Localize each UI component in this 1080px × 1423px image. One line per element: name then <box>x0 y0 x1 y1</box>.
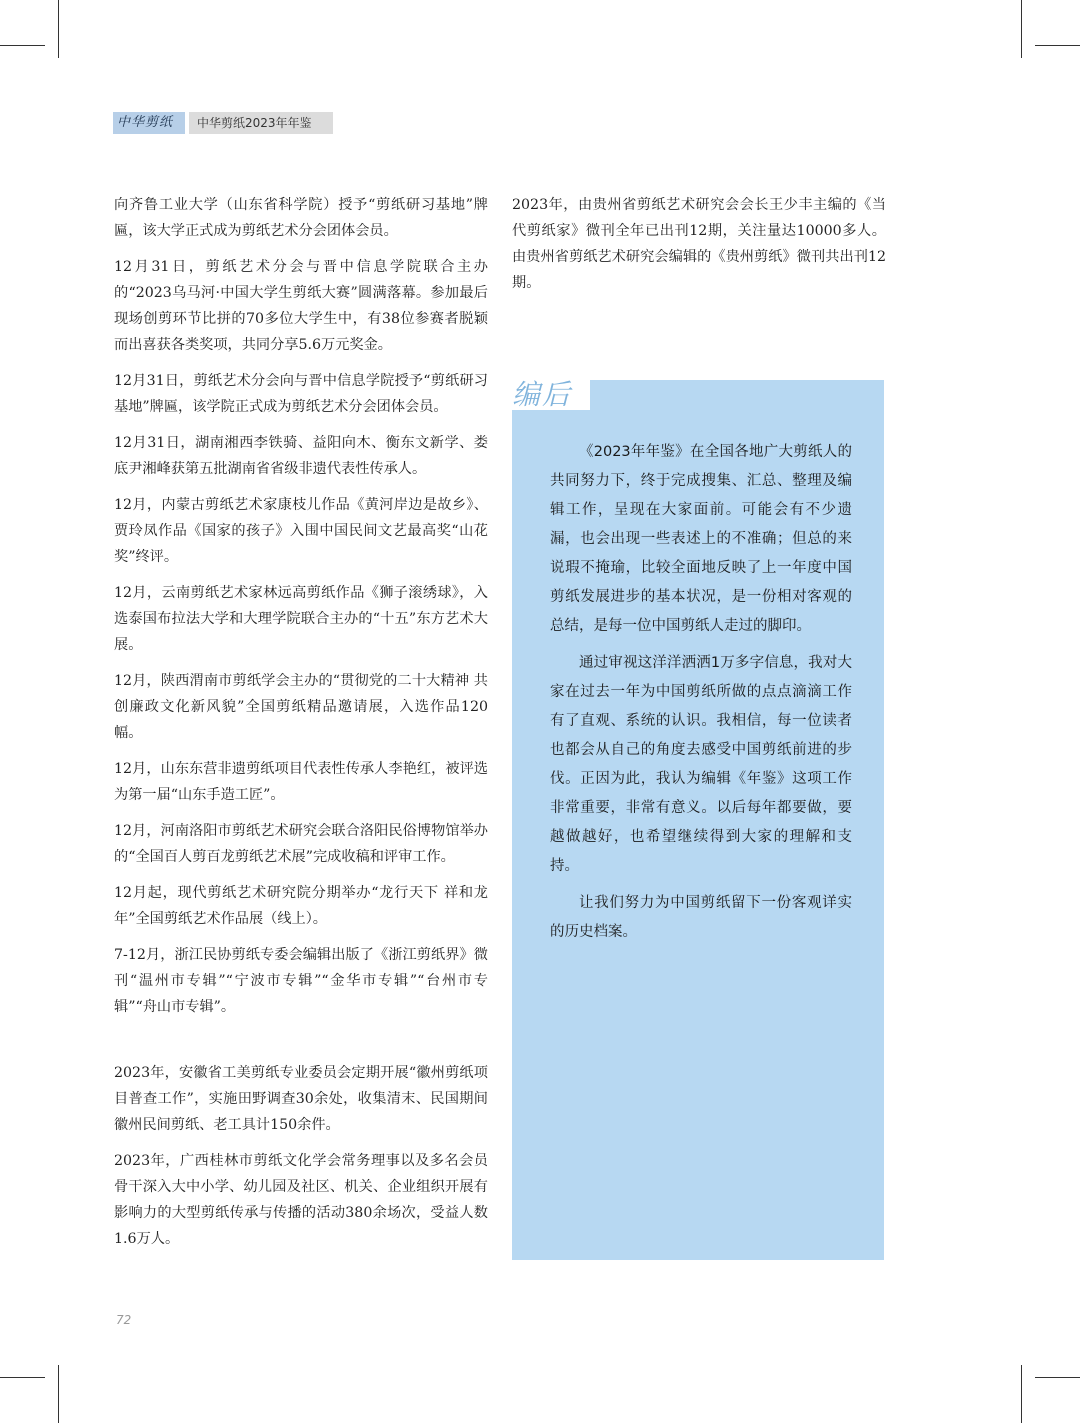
crop-mark <box>58 1365 59 1423</box>
afterword-paragraph: 通过审视这洋洋洒洒1万多字信息，我对大家在过去一年为中国剪纸所做的点点滴滴工作有了直观、系统的认识。我相信，每一位读者也都会从自己的角度去感受中国剪纸前进的步伐。正因为此，我认为编辑《年鉴》这项工作非常重要，非常有意义。以后每年都要做，要越做越好，也希望继续得到大家的理解和支持。 <box>550 655 852 874</box>
afterword-paragraph: 《2023年年鉴》在全国各地广大剪纸人的共同努力下，终于完成搜集、汇总、整理及编辑工作，呈现在大家面前。可能会有不少遗漏，也会出现一些表述上的不准确；但总的来说瑕不掩瑜，比较全面地反映了上一年度中国剪纸发展进步的基本状况，是一份相对客观的总结，是每一位中国剪纸人走过的脚印。 <box>550 444 852 634</box>
paragraph: 12月，陕西渭南市剪纸学会主办的“贯彻党的二十大精神 共创廉政文化新风貌”全国剪纸精品邀请展，入选作品120幅。 <box>114 673 488 741</box>
afterword-body <box>550 438 852 955</box>
header-title: 中华剪纸2023年年鉴 <box>189 112 333 134</box>
paragraph: 12月，河南洛阳市剪纸艺术研究会联合洛阳民俗博物馆举办的“全国百人剪百龙剪纸艺术展”完成收稿和评审工作。 <box>114 823 488 865</box>
paragraph: 12月，内蒙古剪纸艺术家康枝儿作品《黄河岸边是故乡》、贾玲凤作品《国家的孩子》入围中国民间文艺最高奖“山花奖”终评。 <box>114 497 488 565</box>
afterword-paragraph: 让我们努力为中国剪纸留下一份客观详实的历史档案。 <box>550 895 852 940</box>
paragraph: 12月，云南剪纸艺术家林远高剪纸作品《狮子滚绣球》，入选泰国布拉法大学和大理学院联合主办的“十五”东方艺术大展。 <box>114 585 488 653</box>
paragraph: 向齐鲁工业大学（山东省科学院）授予“剪纸研习基地”牌匾，该大学正式成为剪纸艺术分会团体会员。 <box>114 197 488 239</box>
section-gap <box>114 1030 488 1060</box>
afterword-box <box>512 380 884 1260</box>
paragraph: 7-12月，浙江民协剪纸专委会编辑出版了《浙江剪纸界》微刊“温州市专辑”“宁波市专辑”“金华市专辑”“台州市专辑”“舟山市专辑”。 <box>114 947 488 1015</box>
crop-mark <box>1035 45 1080 46</box>
crop-mark <box>58 0 59 58</box>
right-column <box>512 192 886 306</box>
header-logo: 中华剪纸 <box>113 112 185 134</box>
crop-mark <box>1021 1365 1022 1423</box>
crop-mark <box>0 45 45 46</box>
crop-mark <box>0 1377 45 1378</box>
paragraph: 12月，山东东营非遗剪纸项目代表性传承人李艳红，被评选为第一届“山东手造工匠”。 <box>114 761 488 803</box>
paragraph: 2023年，由贵州省剪纸艺术研究会会长王少丰主编的《当代剪纸家》微刊全年已出刊12期，关注量达10000多人。由贵州省剪纸艺术研究会编辑的《贵州剪纸》微刊共出刊12期。 <box>512 197 886 291</box>
running-header <box>113 112 333 134</box>
paragraph: 12月31日，剪纸艺术分会与晋中信息学院联合主办的“2023乌马河·中国大学生剪纸大赛”圆满落幕。参加最后现场创剪环节比拼的70多位大学生中，有38位参赛者脱颖而出喜获各类奖项，共同分享5.6万元奖金。 <box>114 259 488 353</box>
paragraph: 2023年，广西桂林市剪纸文化学会常务理事以及多名会员骨干深入大中小学、幼儿园及社区、机关、企业组织开展有影响力的大型剪纸传承与传播的活动380余场次，受益人数1.6万人。 <box>114 1153 488 1247</box>
afterword-heading: 编后 <box>512 380 590 410</box>
paragraph: 12月31日，剪纸艺术分会向与晋中信息学院授予“剪纸研习基地”牌匾，该学院正式成为剪纸艺术分会团体会员。 <box>114 373 488 415</box>
paragraph: 12月起，现代剪纸艺术研究院分期举办“龙行天下 祥和龙年”全国剪纸艺术作品展（线上）。 <box>114 885 488 927</box>
crop-mark <box>1021 0 1022 58</box>
paragraph: 2023年，安徽省工美剪纸专业委员会定期开展“徽州剪纸项目普查工作”，实施田野调查30余处，收集清末、民国期间徽州民间剪纸、老工具计150余件。 <box>114 1065 488 1133</box>
crop-mark <box>1035 1377 1080 1378</box>
left-column <box>114 192 488 1262</box>
page-number: 72 <box>116 1313 132 1327</box>
paragraph: 12月31日，湖南湘西李铁骑、益阳向木、衡东文新学、娄底尹湘峰获第五批湖南省省级非遗代表性传承人。 <box>114 435 488 477</box>
